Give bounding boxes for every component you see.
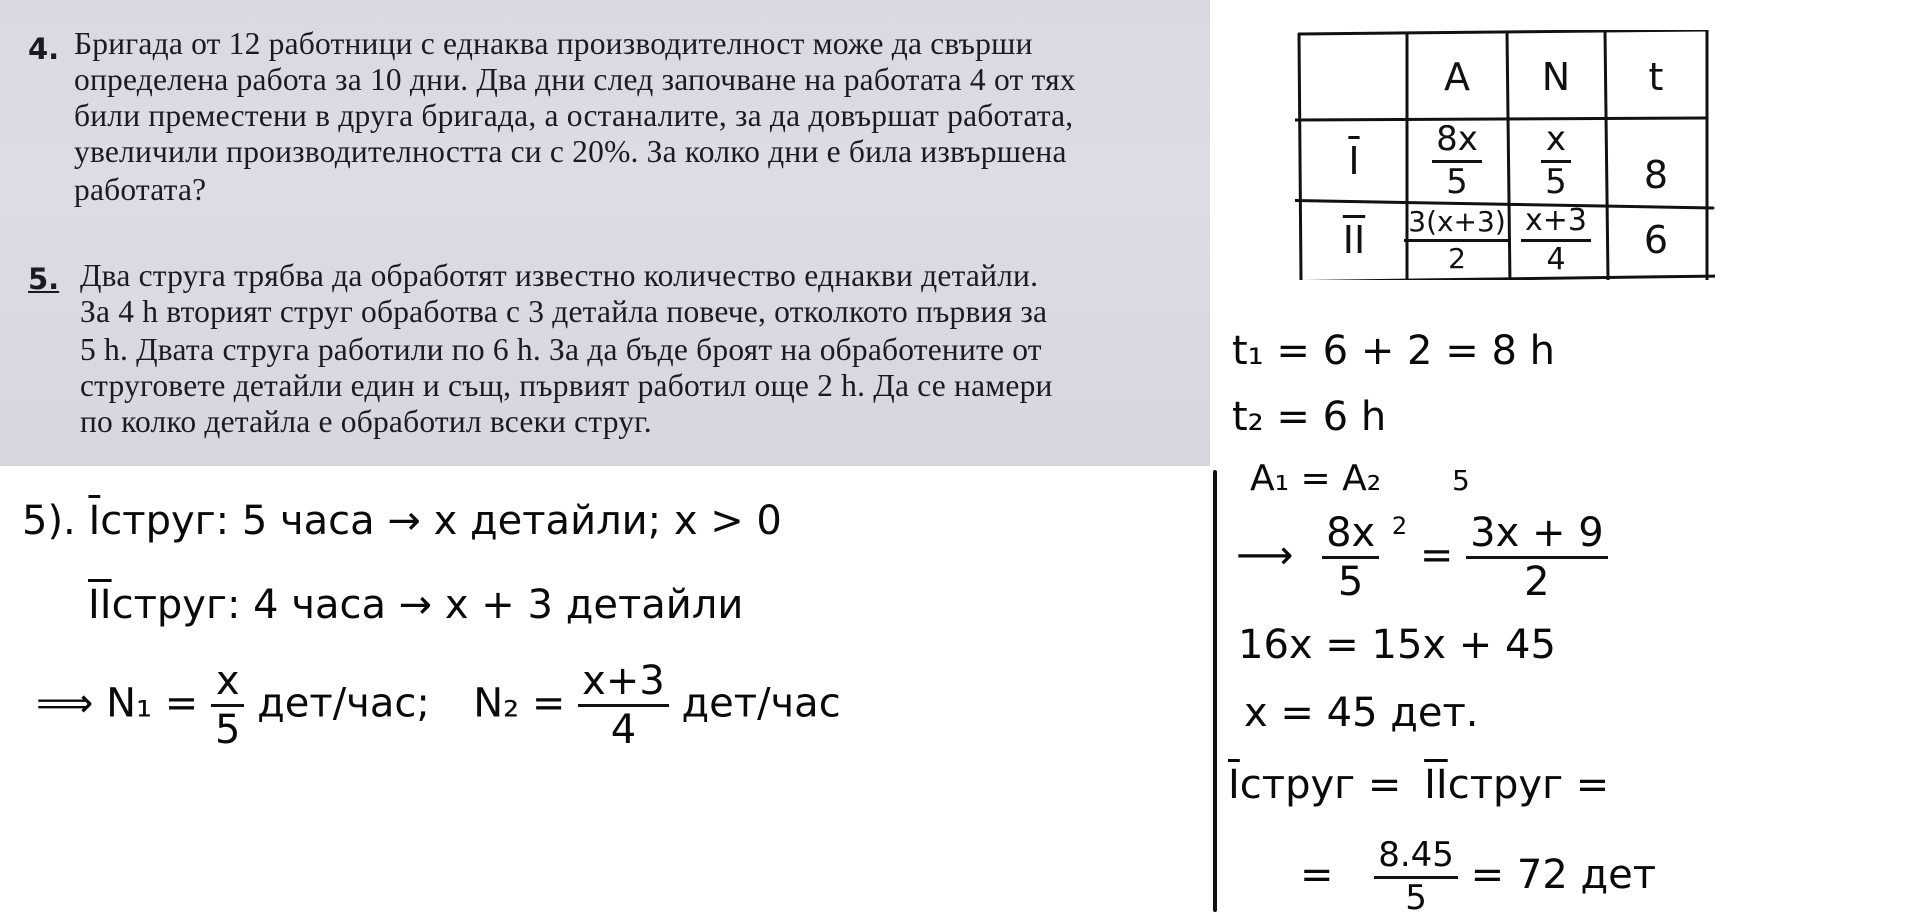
problem-line: били преместени в друга бригада, а останалите, за да довършат работата,: [74, 98, 1074, 133]
numerator: x: [1545, 118, 1567, 159]
problem-number: 4.: [28, 32, 60, 66]
table-cell-t: 8: [1643, 153, 1669, 197]
problem-ref: 5).: [22, 498, 89, 544]
denominator: 4: [1546, 241, 1566, 277]
time-t1: t₁ = 6 + 2 = 8 h: [1232, 328, 1555, 374]
equation-a1-a2: A₁ = A₂: [1250, 458, 1382, 499]
roman-numeral: $\overline{I}$: [88, 498, 101, 544]
textbook-photo: [0, 0, 1210, 466]
numerator: x+3: [1525, 203, 1587, 238]
rate-n2-label: N₂ =: [473, 680, 566, 727]
problem-line: определена работа за 10 дни. Два дни след започване на работата 4 от тях: [74, 62, 1076, 97]
numerator: 8.45: [1378, 835, 1454, 875]
roman-numeral: $\overline{I}$: [1228, 762, 1240, 808]
problem-line: струговете детайли един и същ, първият работил още 2 h. Да се намери: [80, 368, 1053, 403]
problem-line: Бригада от 12 работници с еднаква производителност може да свърши: [74, 26, 1033, 61]
denominator: 5: [214, 707, 241, 753]
result-value: = 72 дет: [1470, 852, 1657, 899]
table-header-A: A: [1444, 55, 1470, 99]
rhs-fraction: [1466, 512, 1608, 603]
table-cell-t: 6: [1643, 218, 1669, 262]
table-header-t: t: [1648, 55, 1664, 99]
denominator: 5: [1337, 559, 1364, 605]
denominator: 5: [1446, 161, 1468, 202]
table-header-N: N: [1541, 55, 1571, 99]
multiplier-left: 2: [1391, 512, 1408, 540]
table-row-label: $\overline{I}$: [1348, 139, 1360, 183]
equation-fractions: [1236, 512, 1608, 603]
problem-line: Два струга трябва да обработят известно количество еднакви детайли.: [80, 258, 1039, 293]
table-cell-A: [1407, 120, 1507, 202]
numerator: x+3: [582, 658, 665, 704]
denominator: 5: [1405, 877, 1427, 918]
denominator: 2: [1524, 559, 1550, 605]
denominator: 2: [1448, 241, 1466, 275]
problem-line: работата?: [74, 172, 207, 207]
roman-numeral: $\overline{II}$: [88, 582, 112, 628]
denominator: 5: [1545, 161, 1567, 202]
rate-n2-fraction: [578, 660, 669, 751]
solution-line-1: [22, 498, 782, 544]
numerator: 8x: [1326, 510, 1376, 556]
time-t2: t₂ = 6 h: [1232, 394, 1387, 440]
table-row-label: $\overline{II}$: [1342, 218, 1366, 262]
lhs-fraction: [1322, 512, 1379, 603]
problem-line: 5 h. Двата струга работили по 6 h. За да бъде броят на обработените от: [80, 332, 1042, 367]
work-rate-time-table: [1295, 30, 1715, 280]
equals-sign: =: [1419, 532, 1454, 579]
arrow: ⟶: [1236, 532, 1294, 579]
result-fraction: [1374, 835, 1458, 918]
rate-n1-label: N₁ =: [106, 680, 199, 727]
solution-line-2: [88, 582, 743, 628]
problem-line: За 4 h вторият струг обработва с 3 детайла повече, отколкото първия за: [80, 294, 1048, 329]
numerator: x: [215, 658, 240, 704]
equation-5: = $\frac{8.45}{5}$ = 72 дет: [1300, 835, 1657, 918]
implies-arrow: ⟹: [36, 680, 94, 727]
problem-number: 5.: [28, 262, 60, 296]
numerator: 8x: [1436, 118, 1478, 159]
table-cell-N: [1507, 120, 1605, 202]
numerator: 3x + 9: [1470, 510, 1604, 556]
rate-unit: дет/час: [681, 680, 841, 727]
rate-unit: дет/час;: [257, 680, 430, 727]
table-cell-A: [1407, 202, 1507, 278]
denominator: 4: [610, 707, 637, 753]
rate-n1-fraction: [211, 660, 244, 751]
solution-line-3: [36, 660, 841, 751]
numerator: 3(x+3): [1408, 205, 1506, 239]
equation-2: 16x = 15x + 45: [1238, 622, 1556, 668]
roman-numeral: $\overline{II}$: [1424, 762, 1448, 808]
equation-3: x = 45 дет.: [1244, 690, 1479, 736]
lathe-1-text: струг: 5 часа → x детайли; x > 0: [100, 498, 782, 544]
equation-4: $\overline{I}струг$ = $\overline{II}струг$ =: [1228, 762, 1610, 808]
problem-line: увеличили производителността си с 20%. За колко дни е била извършена: [74, 134, 1067, 169]
table-cell-N: [1507, 202, 1605, 278]
lathe-2-text: струг: 4 часа → x + 3 детайли: [111, 582, 744, 628]
divider-line: [1213, 470, 1217, 912]
problem-line: по колко детайла е обработил всеки струг.: [80, 404, 652, 439]
multiplier-right: 5: [1452, 464, 1470, 497]
